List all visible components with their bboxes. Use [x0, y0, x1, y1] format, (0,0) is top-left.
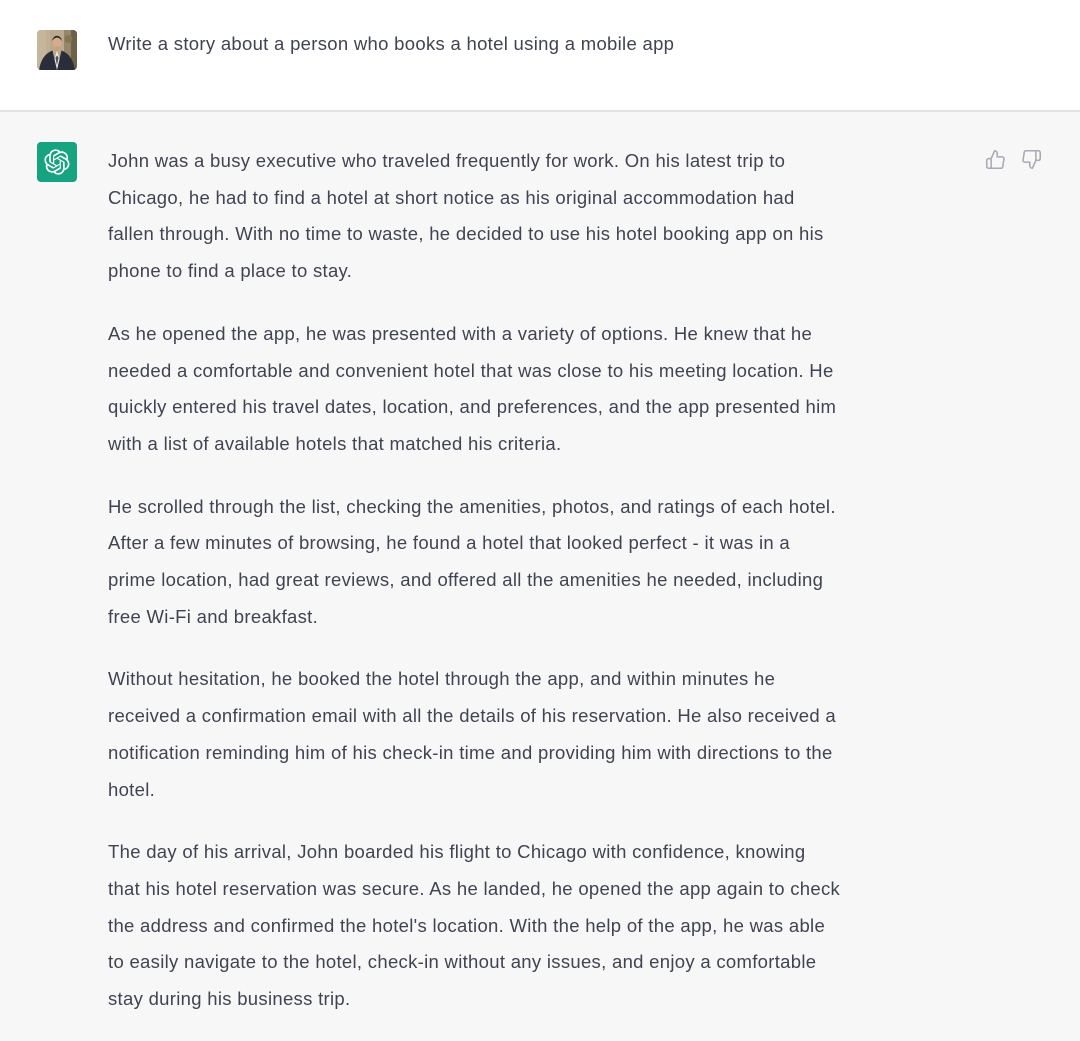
user-photo-icon: [37, 30, 77, 70]
assistant-paragraph: [108, 143, 980, 290]
assistant-text-line: He scrolled through the list, checking the amenities, photos, and ratings of each hotel.: [108, 495, 836, 517]
assistant-text-line: John was a busy executive who traveled frequently for work. On his latest trip to: [108, 150, 786, 171]
assistant-text-line: with a list of available hotels that matched his criteria.: [108, 432, 562, 454]
assistant-text-line: As he opened the app, he was presented with a variety of options. He knew that he: [108, 322, 813, 344]
assistant-text-line: prime location, had great reviews, and offered all the amenities he needed, including: [108, 569, 824, 591]
assistant-text-line: The day of his arrival, John boarded his flight to Chicago with confidence, knowing: [108, 841, 806, 863]
user-gutter: [0, 0, 108, 110]
thumbs-down-button[interactable]: [1021, 149, 1042, 170]
feedback-buttons: [985, 149, 1042, 170]
assistant-text-line: needed a comfortable and convenient hotel that was close to his meeting location. He: [108, 359, 834, 381]
thumbs-up-icon: [985, 149, 1006, 170]
assistant-text-line: Chicago, he had to find a hotel at short notice as his original accommodation had: [108, 186, 795, 208]
assistant-text-line: phone to find a place to stay.: [108, 260, 353, 282]
thumbs-up-button[interactable]: [985, 149, 1006, 170]
assistant-text-line: the address and confirmed the hotel's location. With the help of the app, he was able: [108, 914, 826, 936]
assistant-text-line: to easily navigate to the hotel, check-in without any issues, and enjoy a comfortable: [108, 951, 817, 973]
thumbs-down-icon: [1021, 149, 1042, 170]
chatgpt-logo-icon: [37, 142, 77, 182]
assistant-paragraph: [108, 661, 980, 808]
assistant-text-line: that his hotel reservation was secure. As he landed, he opened the app again to check: [108, 877, 841, 899]
assistant-text-line: free Wi-Fi and breakfast.: [108, 605, 319, 627]
user-avatar: [37, 30, 77, 70]
assistant-text-line: stay during his business trip.: [108, 988, 351, 1010]
assistant-text-line: Without hesitation, he booked the hotel through the app, and within minutes he: [108, 668, 776, 690]
assistant-text-line: notification reminding him of his check-in time and providing him with directions to the: [108, 741, 833, 763]
user-message: [0, 0, 1080, 112]
user-message-text: Write a story about a person who books a hotel using a mobile app: [108, 33, 675, 54]
assistant-paragraphs: [108, 112, 1080, 1041]
assistant-text-line: fallen through. With no time to waste, he decided to use his hotel booking app on his: [108, 223, 824, 245]
assistant-message: [0, 112, 1080, 1041]
assistant-paragraph: [108, 489, 980, 636]
assistant-text-line: hotel.: [108, 778, 156, 800]
user-content: [108, 0, 1080, 110]
assistant-text-line: quickly entered his travel dates, location, and preferences, and the app presented him: [108, 396, 837, 418]
assistant-paragraph: [108, 834, 980, 1018]
assistant-gutter: [0, 112, 108, 1041]
assistant-text-line: received a confirmation email with all the details of his reservation. He also received a: [108, 705, 836, 727]
assistant-text-line: After a few minutes of browsing, he found a hotel that looked perfect - it was in a: [108, 532, 791, 554]
assistant-paragraph: [108, 316, 980, 463]
